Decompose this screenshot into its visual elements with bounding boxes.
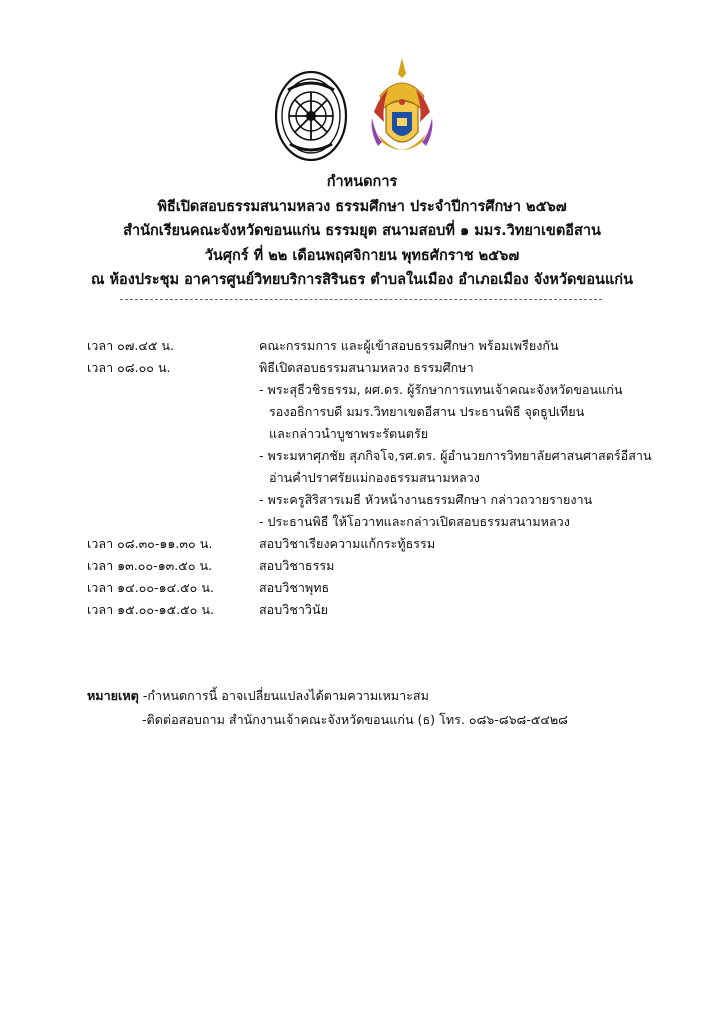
- title-heading: กำหนดการ: [326, 174, 398, 190]
- note-label: หมายเหตุ: [87, 688, 139, 703]
- schedule-time: เวลา ๐๗.๔๕ น.: [87, 338, 175, 353]
- note: [87, 684, 687, 727]
- title-venue: ณ ห้องประชุม อาคารศูนย์วิทยบริการสิรินธร ตำบลในเมือง อำเภอเมือง จังหวัดขอนแก่น: [91, 272, 633, 288]
- schedule-desc: พิธีเปิดสอบธรรมสนามหลวง ธรรมศึกษา: [259, 360, 474, 375]
- note-line1: -กำหนดการนี้ อาจเปลี่ยนแปลงได้ตามความเหมาะสม: [138, 688, 429, 703]
- title-office: สำนักเรียนคณะจังหวัดขอนแก่น ธรรมยุต สนามสอบที่ ๑ มมร.วิทยาเขตอีสาน: [123, 223, 601, 239]
- ceremony-item: - ประธานพิธี ให้โอวาทและกล่าวเปิดสอบธรรมสนามหลวง: [259, 514, 570, 529]
- schedule-row: [0, 600, 724, 620]
- ceremony-item-cont: อ่านคำปราศรัยแม่กองธรรมสนามหลวง: [269, 470, 480, 485]
- ceremony-item-cont: และกล่าวนำบูชาพระรัตนตรัย: [269, 426, 429, 441]
- schedule-row: [0, 358, 724, 378]
- ceremony-item: - พระมหาศุภชัย สุภกิจโจ,รศ.ดร. ผู้อำนวยการวิทยาลัยศาสนศาสตร์อีสาน: [259, 448, 652, 463]
- schedule-time: เวลา ๑๕.๐๐-๑๕.๕๐ น.: [87, 602, 214, 617]
- title-date: วันศุกร์ ที่ ๒๒ เดือนพฤศจิกายน พุทธศักราช ๒๕๖๗: [204, 247, 520, 264]
- ceremony-item: - พระครูสิริสารเมธี หัวหน้างานธรรมศึกษา กล่าวถวายรายงาน: [259, 492, 593, 507]
- schedule-time: เวลา ๑๓.๐๐-๑๓.๕๐ น.: [87, 558, 213, 573]
- ceremony-item-cont: รองอธิการบดี มมร.วิทยาเขตอีสาน ประธานพิธี จุดธูปเทียน: [269, 404, 585, 419]
- schedule-row: [0, 534, 724, 554]
- title-ceremony: พิธีเปิดสอบธรรมสนามหลวง ธรรมศึกษา ประจำปีการศึกษา ๒๕๖๗: [157, 198, 567, 215]
- schedule-desc: สอบวิชาเรียงความแก้กระทู้ธรรม: [259, 536, 436, 551]
- schedule-row: [0, 336, 724, 356]
- ceremony-item: - พระสุธีวชิรธรรม, ผศ.ดร. ผู้รักษาการแทนเจ้าคณะจังหวัดขอนแก่น: [259, 382, 623, 397]
- schedule-desc: สอบวิชาพุทธ: [259, 580, 330, 595]
- note-line2: -ติดต่อสอบถาม สำนักงานเจ้าคณะจังหวัดขอนแก่น (ธ) โทร. ๐๘๖-๘๖๘-๕๔๒๘: [142, 712, 568, 727]
- schedule-row: [0, 578, 724, 598]
- schedule-desc: สอบวิชาวินัย: [259, 602, 328, 617]
- schedule-desc: สอบวิชาธรรม: [259, 558, 335, 573]
- schedule-time: เวลา ๐๘.๐๐ น.: [87, 360, 171, 375]
- schedule-row: [0, 556, 724, 576]
- schedule-time: เวลา ๐๘.๓๐-๑๑.๓๐ น.: [87, 536, 213, 551]
- schedule-time: เวลา ๑๔.๐๐-๑๔.๕๐ น.: [87, 580, 214, 595]
- schedule-desc: คณะกรรมการ และผู้เข้าสอบธรรมศึกษา พร้อมเพรียงกัน: [259, 338, 559, 353]
